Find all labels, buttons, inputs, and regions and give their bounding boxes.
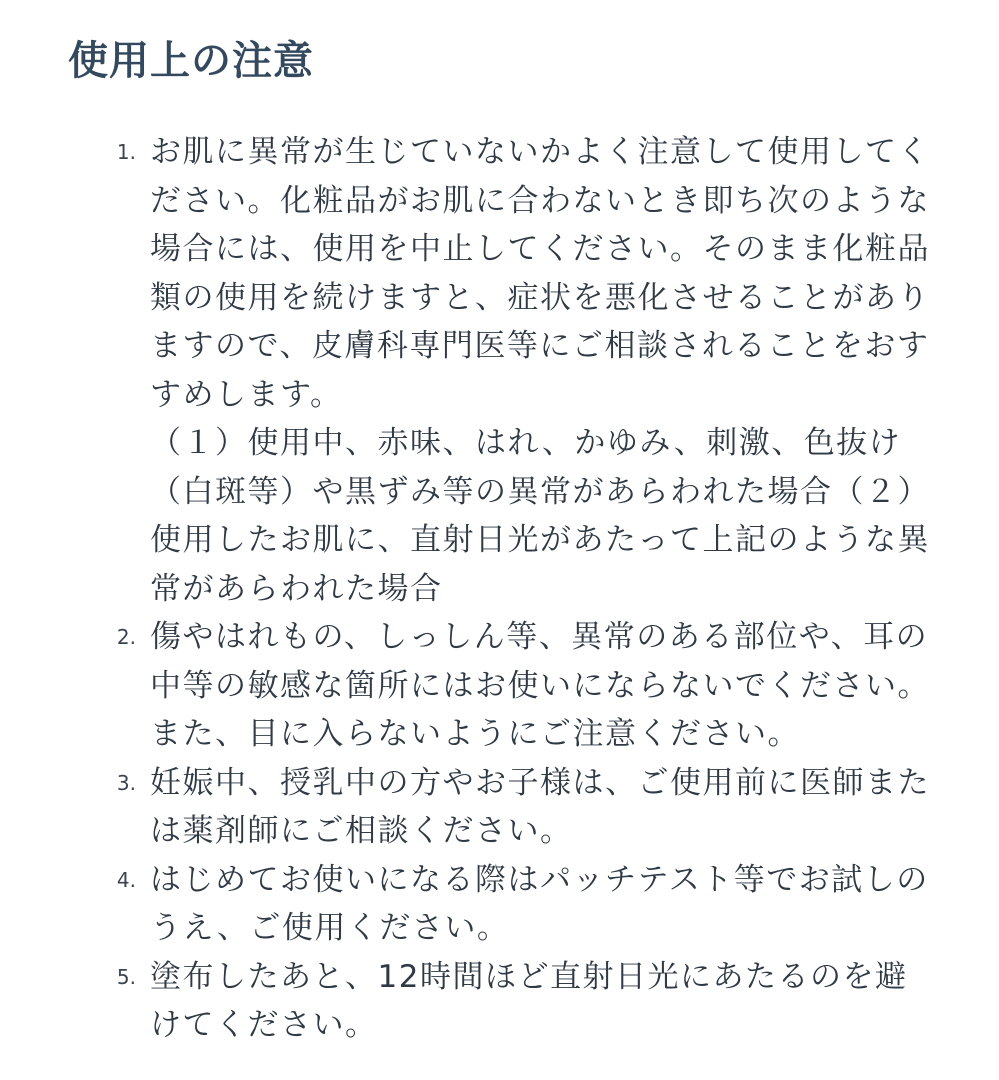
list-item-text: 妊娠中、授乳中の方やお子様は、ご使用前に医師または薬剤師にご相談ください。 — [150, 764, 930, 849]
list-item-subtext: （１）使用中、赤味、はれ、かゆみ、刺激、色抜け（白斑等）や黒ずみ等の異常があらわれた場合（２）使用したお肌に、直射日光があたって上記のような異常があらわれた場合 — [150, 425, 930, 607]
list-item — [68, 856, 959, 953]
list-item-number: 1. — [116, 140, 136, 164]
list-item-number: 5. — [116, 964, 136, 989]
list-item-number: 3. — [116, 770, 136, 795]
page-title: 使用上の注意 — [68, 38, 314, 84]
list-item — [68, 953, 959, 1050]
list-item-text: 塗布したあと、12時間ほど直射日光にあたるのを避けてください。 — [150, 958, 908, 1043]
list-item-text: 傷やはれもの、しっしん等、異常のある部位や、耳の中等の敏感な箇所にはお使いにならないでください。また、目に入らないようにご注意ください。 — [150, 619, 930, 752]
list-item-text: はじめてお使いになる際はパッチテスト等でお試しのうえ、ご使用ください。 — [150, 861, 929, 946]
list-item — [68, 128, 959, 613]
list-item-text-block — [150, 128, 930, 613]
list-item-number: 4. — [116, 867, 136, 892]
list-item-number: 2. — [116, 625, 136, 649]
list-item — [68, 759, 959, 856]
list-item — [68, 613, 959, 759]
precautions-list — [68, 128, 959, 1050]
list-item-text: お肌に異常が生じていないかよく注意して使用してください。化粧品がお肌に合わないとき即ち次のような場合には、使用を中止してください。そのまま化粧品類の使用を続けますと、症状を悪化させることがありますので、皮膚科専門医等にご相談されることをおすすめします。 — [150, 134, 930, 413]
